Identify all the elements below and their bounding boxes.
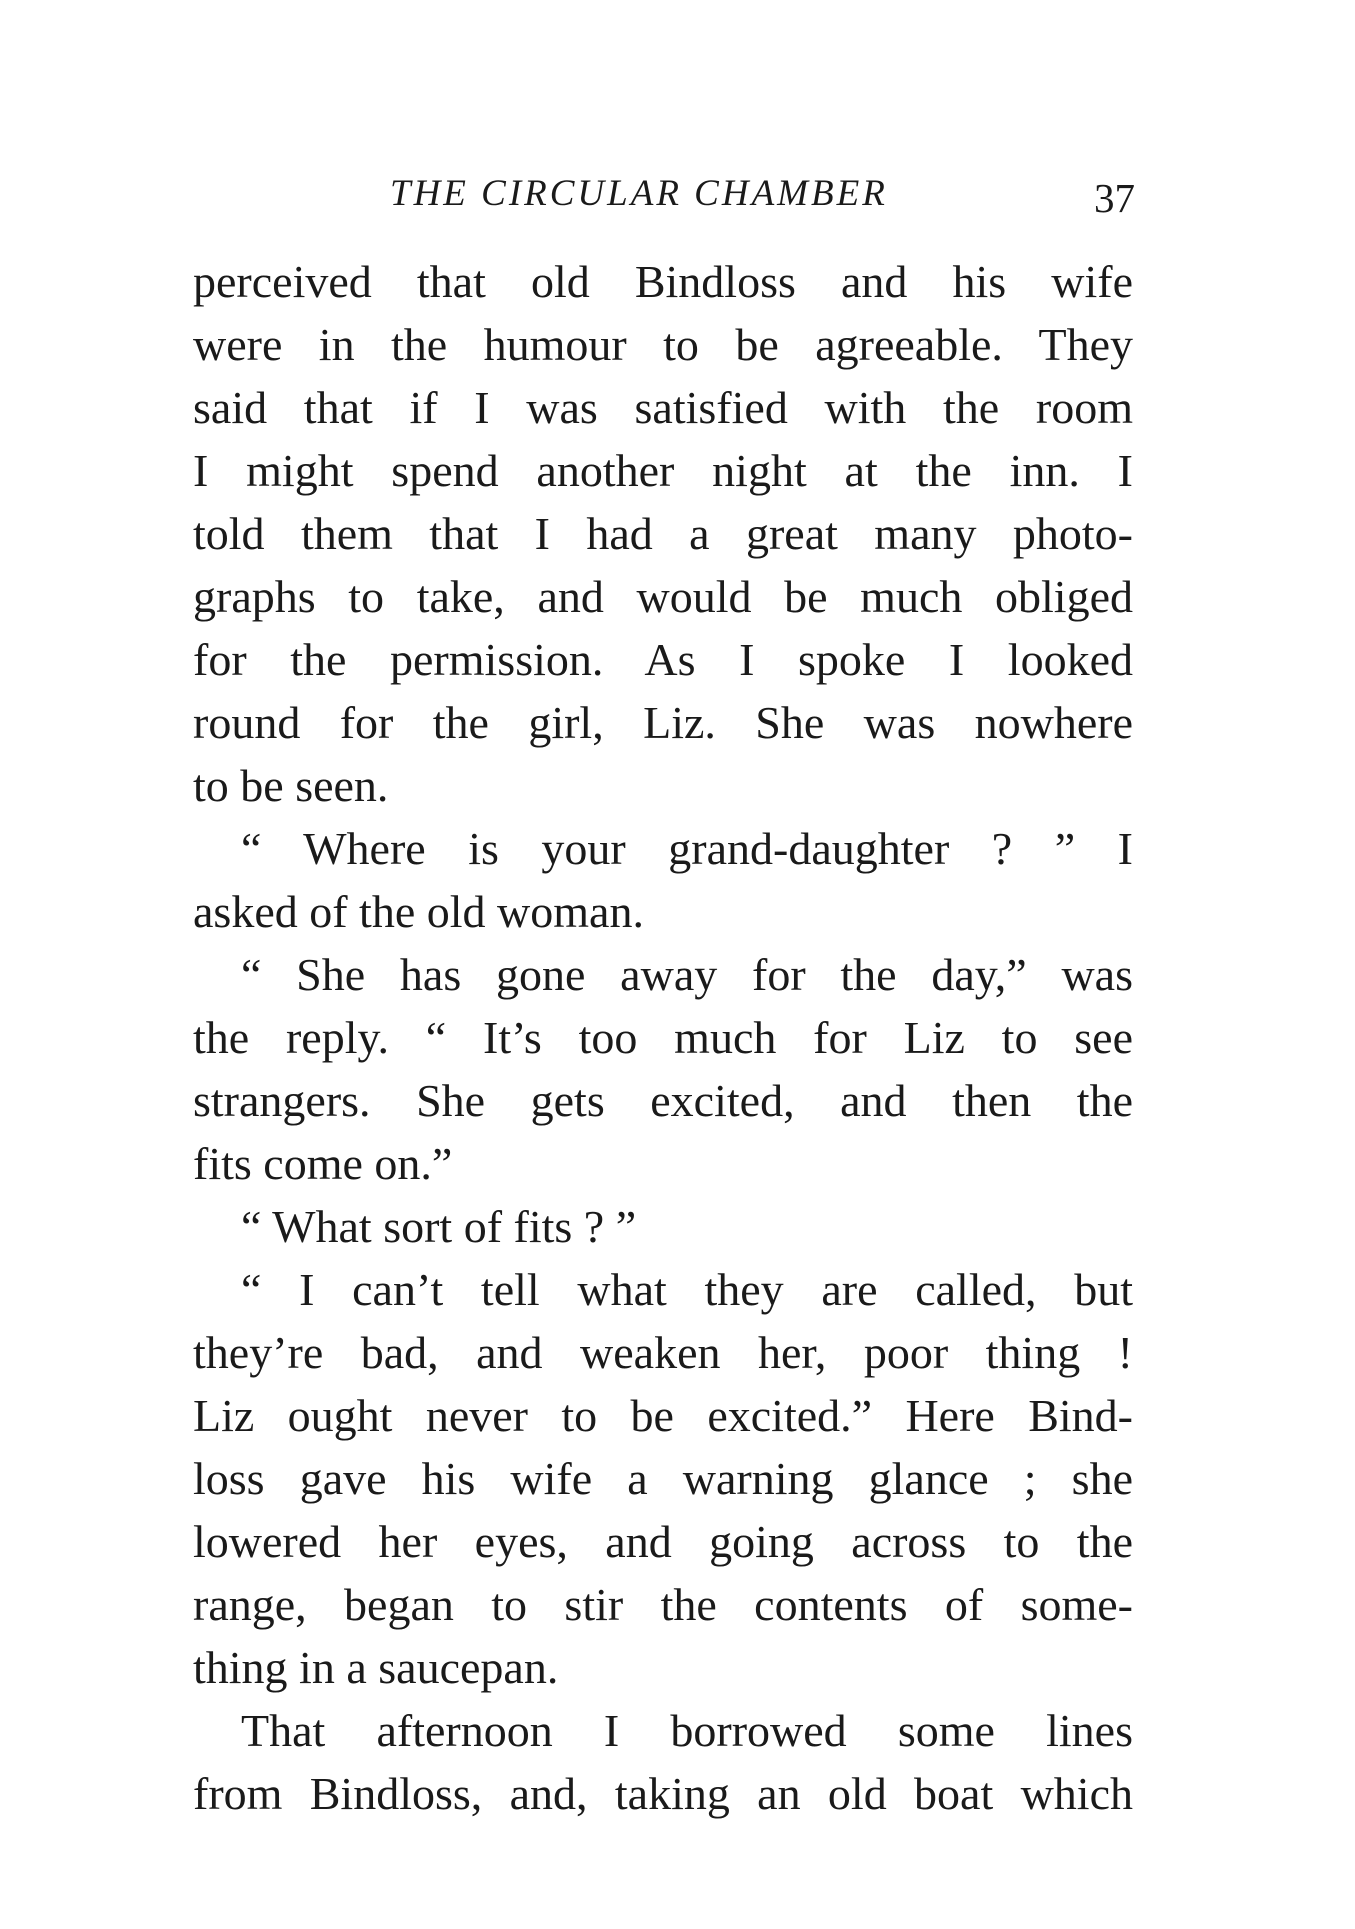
text-line: from Bindloss, and, taking an old boat which	[193, 1768, 1133, 1819]
text-line: That afternoon I borrowed some lines	[241, 1705, 1133, 1756]
text-line: strangers. She gets excited, and then the	[193, 1075, 1133, 1126]
text-line: range, began to stir the contents of some-	[193, 1579, 1133, 1630]
page-number: 37	[1094, 175, 1135, 221]
text-line: to be seen.	[193, 760, 389, 811]
text-line: “ Where is your grand-daughter ? ” I	[241, 823, 1133, 874]
text-line: loss gave his wife a warning glance ; she	[193, 1453, 1133, 1504]
text-line: “ What sort of fits ? ”	[241, 1201, 637, 1252]
text-line: the reply. “ It’s too much for Liz to see	[193, 1012, 1133, 1063]
text-line: “ I can’t tell what they are called, but	[241, 1264, 1133, 1315]
text-line: fits come on.”	[193, 1138, 453, 1189]
text-line: I might spend another night at the inn. I	[193, 445, 1133, 496]
page-header	[190, 162, 1135, 222]
body-text	[193, 250, 1133, 1825]
text-line: they’re bad, and weaken her, poor thing !	[193, 1327, 1133, 1378]
running-title: THE CIRCULAR CHAMBER	[390, 173, 888, 214]
text-line: said that if I was satisfied with the room	[193, 382, 1133, 433]
text-line: were in the humour to be agreeable. They	[193, 319, 1133, 370]
text-line: thing in a saucepan.	[193, 1642, 559, 1693]
text-line: lowered her eyes, and going across to the	[193, 1516, 1133, 1567]
text-line: perceived that old Bindloss and his wife	[193, 256, 1133, 307]
text-line: told them that I had a great many photo-	[193, 508, 1133, 559]
text-line: Liz ought never to be excited.” Here Bind-	[193, 1390, 1133, 1441]
text-line: for the permission. As I spoke I looked	[193, 634, 1133, 685]
text-line: graphs to take, and would be much obliged	[193, 571, 1133, 622]
text-line: asked of the old woman.	[193, 886, 644, 937]
text-line: “ She has gone away for the day,” was	[241, 949, 1133, 1000]
text-line: round for the girl, Liz. She was nowhere	[193, 697, 1133, 748]
